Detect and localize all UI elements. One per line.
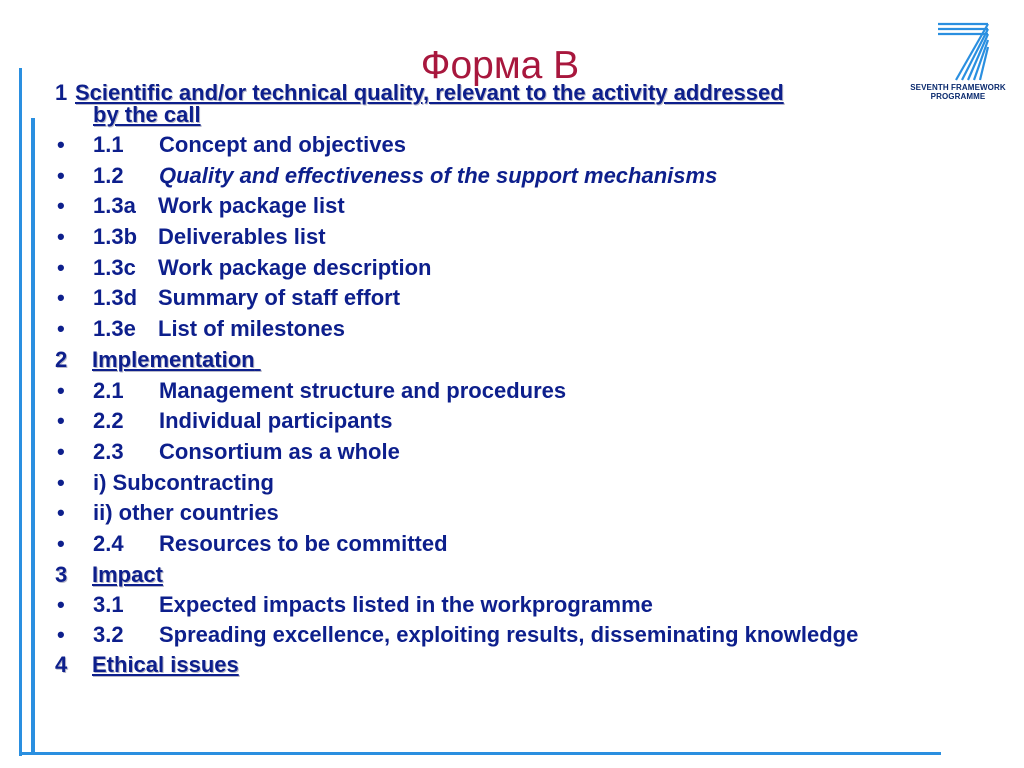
- section-2-heading: [55, 347, 915, 373]
- fp7-logo-line1: SEVENTH FRAMEWORK: [910, 83, 1006, 92]
- section-3-title: Impact: [92, 561, 163, 587]
- section-1-number: 1: [55, 80, 68, 105]
- item-label: Summary of staff effort: [158, 285, 401, 311]
- item-label: Consortium as a whole: [159, 438, 400, 464]
- frame-bottom-line: [19, 752, 941, 755]
- bullet: •: [57, 622, 65, 647]
- list-item: [55, 500, 915, 526]
- list-item: [55, 470, 915, 496]
- section-2-title: Implementation: [92, 346, 255, 372]
- bullet: •: [57, 408, 65, 434]
- bullet: •: [57, 224, 65, 250]
- list-item: [55, 193, 915, 219]
- bullet: •: [57, 469, 65, 495]
- list-item: [55, 132, 915, 158]
- list-item: [55, 439, 915, 465]
- item-number: 3.2: [93, 622, 124, 647]
- bullet: •: [57, 530, 65, 556]
- item-label: List of milestones: [158, 316, 346, 342]
- bullet: •: [57, 285, 65, 311]
- section-1-title-line2: by the call: [93, 102, 201, 127]
- bullet: •: [57, 132, 65, 157]
- list-item: [55, 163, 915, 189]
- slide-content: [55, 82, 915, 682]
- fp7-logo-text: [906, 83, 1010, 101]
- fp7-seven-icon: [934, 20, 992, 82]
- list-item: [55, 592, 915, 618]
- bullet: •: [57, 592, 65, 618]
- bullet: •: [57, 162, 65, 188]
- item-label: Work package description: [158, 254, 432, 280]
- bullet: •: [57, 254, 65, 280]
- section-1-heading: [55, 82, 915, 126]
- bullet: •: [57, 377, 65, 403]
- frame-vertical-line-outer: [19, 68, 22, 756]
- section-2-number: 2: [55, 346, 68, 372]
- item-number: 1.3e: [93, 316, 136, 342]
- fp7-logo: [906, 20, 1010, 106]
- bullet: •: [57, 438, 65, 464]
- item-number: 1.3b: [93, 224, 138, 250]
- section-1-title-line1: Scientific and/or technical quality, relevant to the activity addressed: [75, 80, 784, 105]
- item-label: Spreading excellence, exploiting results, disseminating knowledge: [159, 622, 859, 647]
- list-item: [55, 408, 915, 434]
- item-number: 2.3: [93, 438, 124, 464]
- section-3-heading: [55, 562, 915, 588]
- slide-title: Форма B: [420, 44, 580, 87]
- section-4-number: 4: [55, 651, 68, 677]
- item-label: ii) other countries: [93, 500, 279, 526]
- list-item: [55, 255, 915, 281]
- item-number: 3.1: [93, 592, 124, 618]
- item-number: 1.3a: [93, 193, 136, 219]
- section-4-heading: [55, 652, 915, 678]
- bullet: •: [57, 316, 65, 342]
- bullet: •: [57, 193, 65, 219]
- list-item: [55, 316, 915, 342]
- frame-vertical-line-inner: [31, 118, 35, 754]
- fp7-logo-line2: PROGRAMME: [930, 92, 986, 101]
- item-number: 2.4: [93, 530, 124, 556]
- item-label: i) Subcontracting: [93, 469, 274, 495]
- item-label: Resources to be committed: [159, 530, 448, 556]
- item-number: 2.1: [93, 377, 124, 403]
- item-label: Management structure and procedures: [159, 377, 567, 403]
- section-3-number: 3: [55, 561, 68, 587]
- item-number: 1.1: [93, 132, 124, 157]
- list-item: [55, 285, 915, 311]
- item-label: Work package list: [158, 193, 345, 219]
- item-label: Concept and objectives: [159, 132, 406, 157]
- list-item: [55, 531, 915, 557]
- item-label: Expected impacts listed in the workprogramme: [159, 592, 653, 618]
- item-number: 1.2: [93, 162, 124, 188]
- item-label: Individual participants: [159, 408, 393, 434]
- item-number: 2.2: [93, 408, 124, 434]
- item-number: 1.3c: [93, 254, 136, 280]
- list-item: [55, 224, 915, 250]
- bullet: •: [57, 500, 65, 526]
- list-item: [55, 623, 915, 647]
- item-label: Deliverables list: [158, 224, 326, 250]
- item-label: Quality and effectiveness of the support mechanisms: [159, 162, 718, 188]
- section-4-title: Ethical issues: [92, 651, 239, 677]
- item-number: 1.3d: [93, 285, 138, 311]
- list-item: [55, 378, 915, 404]
